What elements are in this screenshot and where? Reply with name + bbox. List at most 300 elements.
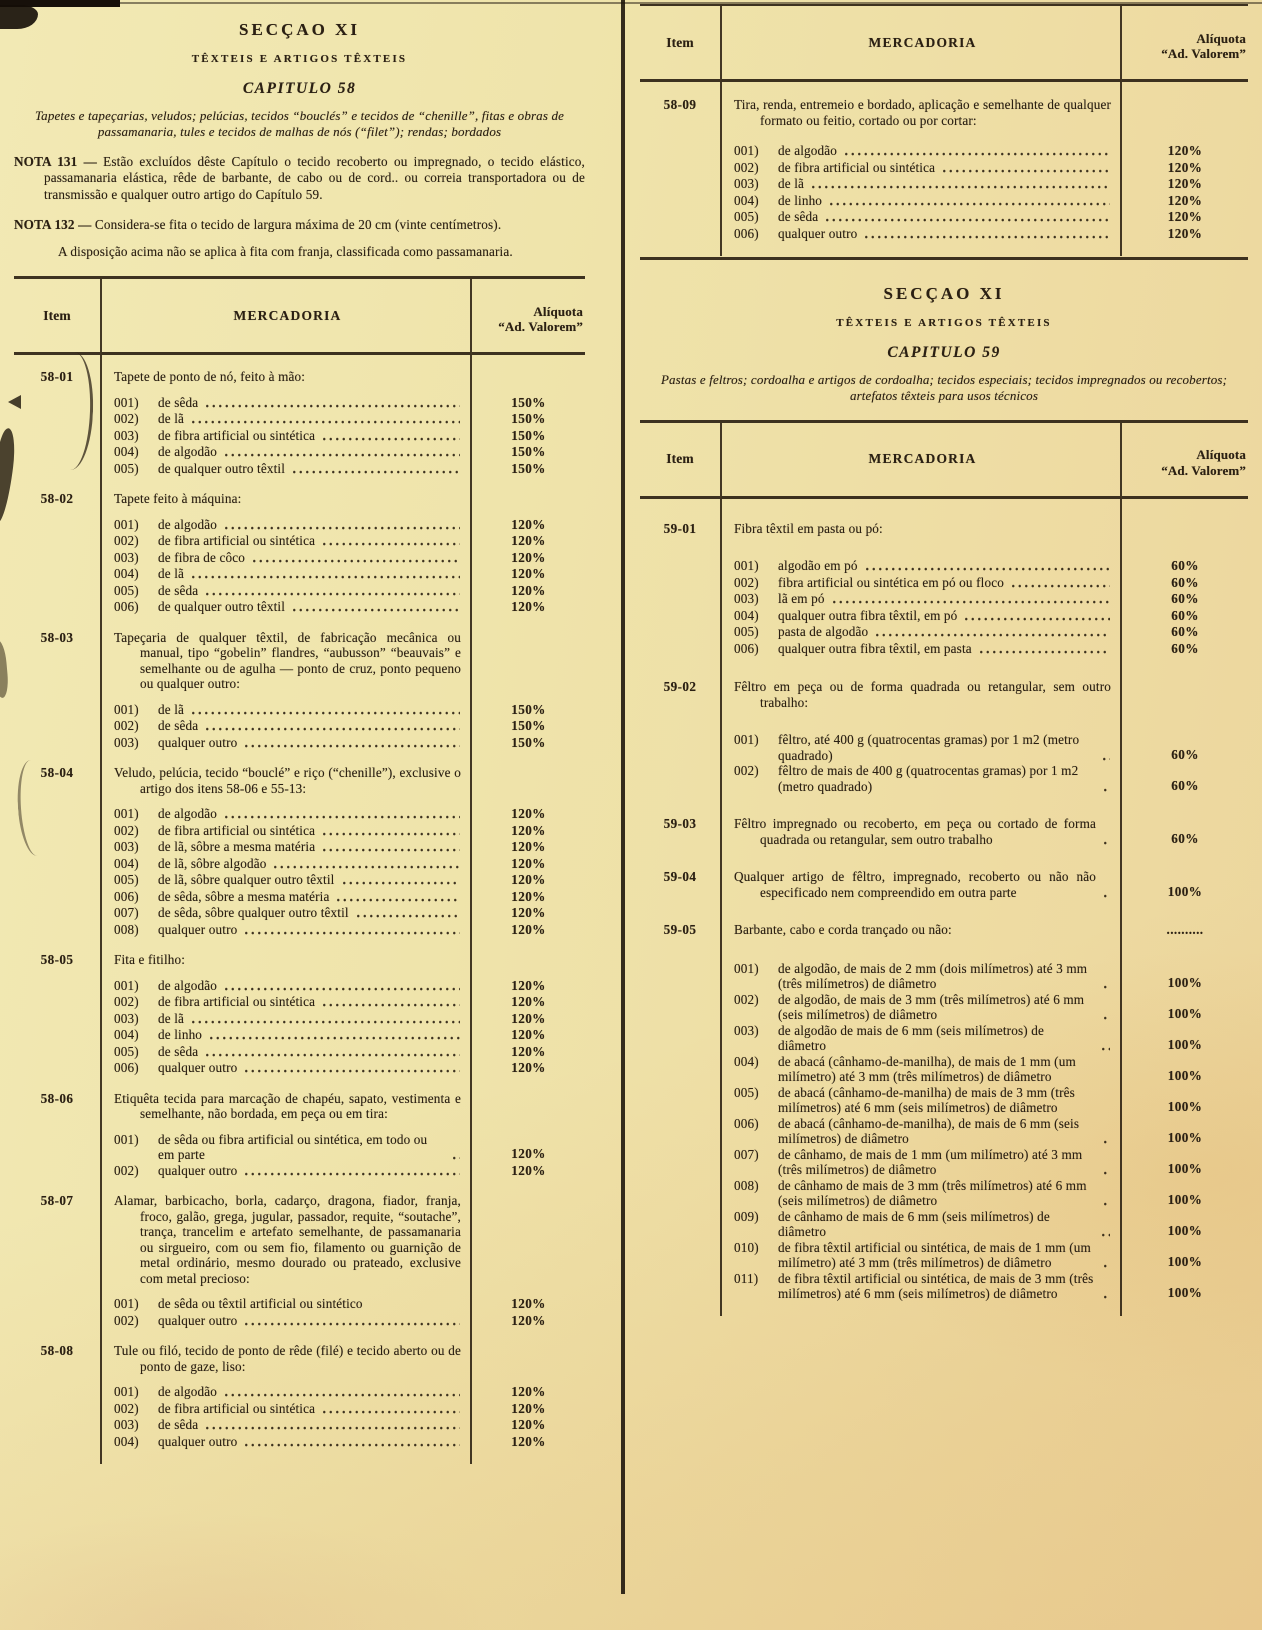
subitem-rate-cell bbox=[472, 533, 585, 550]
subitem-label: fibra artificial ou sintética em pó ou floco bbox=[778, 574, 1004, 590]
subitem-rate-cell bbox=[1122, 575, 1248, 592]
subitem-label: de linho bbox=[158, 1027, 203, 1042]
subitem-rate-cell bbox=[472, 1044, 585, 1061]
rate-value: 120% bbox=[1167, 225, 1203, 241]
rate-value: 150% bbox=[511, 460, 546, 476]
subitem-label: de lã bbox=[778, 176, 805, 191]
subitem-code: 002) bbox=[114, 718, 139, 733]
subitem-label: de algodão bbox=[158, 806, 217, 821]
subitem-gutter bbox=[14, 922, 100, 939]
subitem-row bbox=[734, 1054, 1111, 1085]
subitem-label: qualquer outra fibra têxtil, em pasta bbox=[778, 640, 972, 656]
chapter-description: Tapetes e tapeçarias, veludos; pelúcias, tecidos “bouclés” e tecidos de “chenille”, fitas e obras de passamanaria, tules e tecidos de malhas de nós (“filet”); rendas; bordados bbox=[34, 107, 565, 139]
subitem-cell bbox=[720, 710, 1122, 763]
subitem-label: de cânhamo de mais de 6 mm (seis milímetros) de diâmetro bbox=[778, 1208, 1050, 1239]
rate-value: 120% bbox=[511, 516, 546, 532]
subitem-row bbox=[114, 533, 461, 549]
subitem-gutter bbox=[14, 692, 100, 719]
subitem-rate-cell bbox=[472, 1401, 585, 1418]
leader-dots bbox=[291, 608, 460, 613]
subitem-cell bbox=[720, 160, 1122, 177]
subitem-gutter bbox=[14, 385, 100, 412]
subitem-rate-cell bbox=[472, 1417, 585, 1434]
entry-heading-cell bbox=[720, 900, 1122, 939]
subitem-gutter bbox=[14, 550, 100, 567]
subitem-row bbox=[114, 1044, 461, 1060]
subitem-cell bbox=[100, 1122, 472, 1163]
subitem-rate-cell bbox=[472, 1011, 585, 1028]
leader-dots bbox=[824, 218, 1110, 223]
subitem-gutter bbox=[640, 575, 720, 592]
subitem-row bbox=[114, 839, 461, 855]
subitem-code: 004) bbox=[734, 1053, 759, 1069]
subitem-cell bbox=[100, 889, 472, 906]
subitem-row bbox=[114, 444, 461, 460]
subitem-row bbox=[734, 961, 1111, 992]
subitem-cell bbox=[720, 128, 1122, 160]
subitem-rate-cell bbox=[1122, 160, 1248, 177]
leader-dots bbox=[1102, 1202, 1110, 1207]
subitem-cell bbox=[720, 1085, 1122, 1116]
entry-heading-text: Tapete feito à máquina: bbox=[114, 491, 242, 506]
subitem-cell bbox=[720, 763, 1122, 794]
leader-dots bbox=[1102, 1171, 1110, 1176]
rate-value: 100% bbox=[1167, 1006, 1203, 1021]
subitem-gutter bbox=[14, 1122, 100, 1163]
subitem-gutter bbox=[14, 1374, 100, 1401]
leader-dots bbox=[843, 152, 1110, 157]
subitem-label: de lã, sôbre qualquer outro têxtil bbox=[158, 872, 335, 887]
subitem-gutter bbox=[14, 566, 100, 583]
subitem-label: de algodão bbox=[158, 977, 217, 993]
subitem-label: qualquer outro bbox=[158, 921, 238, 937]
subitem-code: 006) bbox=[114, 1060, 139, 1075]
subitem-code: 003) bbox=[734, 1022, 759, 1038]
subitem-gutter bbox=[14, 583, 100, 600]
leader-dots bbox=[243, 744, 460, 749]
leader-dots bbox=[243, 1443, 460, 1448]
subitem-row bbox=[734, 1085, 1111, 1116]
rate-value: 100% bbox=[1167, 1192, 1203, 1207]
subitem-rate-cell bbox=[1122, 1178, 1248, 1209]
rate-value: 120% bbox=[511, 533, 546, 548]
rate-value: 120% bbox=[1167, 159, 1203, 175]
subitem-row bbox=[114, 823, 461, 839]
rate-value: 120% bbox=[511, 1146, 546, 1161]
subitem-label: de sêda ou fibra artificial ou sintética, em todo ou em parte bbox=[158, 1131, 428, 1162]
leader-dots bbox=[1102, 1264, 1110, 1269]
rate-value: 150% bbox=[511, 411, 546, 426]
entry-heading-cell bbox=[100, 1077, 472, 1122]
entry-id: 58-09 bbox=[663, 97, 697, 112]
rate-value: 120% bbox=[1167, 143, 1203, 158]
subitem-row bbox=[734, 591, 1111, 607]
subitem-row bbox=[734, 992, 1111, 1023]
subitem-label: de sêda bbox=[158, 1417, 199, 1432]
subitem-cell bbox=[100, 856, 472, 873]
leader-dots bbox=[204, 404, 460, 409]
leader-dots bbox=[321, 542, 460, 547]
subitem-row bbox=[734, 209, 1111, 225]
subitem-label: de abacá (cânhamo-de-manilha) de mais de 3 mm (três milímetros) até 6 mm (seis milímetros) de diâmetro bbox=[778, 1084, 1075, 1115]
rate-value: 100% bbox=[1167, 975, 1203, 990]
subitem-code: 002) bbox=[734, 991, 759, 1007]
entry-rate-cell bbox=[472, 1179, 585, 1286]
subitem-rate-cell bbox=[472, 428, 585, 445]
leader-dots bbox=[190, 711, 460, 716]
subitem-code: 001) bbox=[114, 1131, 139, 1147]
rate-value: 60% bbox=[1171, 558, 1199, 573]
entry-heading-cell bbox=[100, 355, 472, 385]
leader-dots bbox=[190, 575, 460, 580]
subitem-rate-cell bbox=[472, 692, 585, 719]
entry-id-cell bbox=[14, 938, 100, 968]
table-header-item: Item bbox=[640, 6, 720, 82]
rate-value: 60% bbox=[1171, 746, 1199, 762]
subitem-row bbox=[734, 193, 1111, 209]
subitem-cell bbox=[100, 968, 472, 995]
entry-id: 58-01 bbox=[40, 369, 74, 384]
subitem-code: 003) bbox=[114, 427, 139, 443]
subitem-code: 003) bbox=[114, 549, 139, 565]
subitem-cell bbox=[720, 591, 1122, 608]
leader-dots bbox=[341, 881, 461, 886]
tariff-table-chapter-58 bbox=[14, 276, 585, 1465]
subitem-cell bbox=[720, 1023, 1122, 1054]
rate-value: 120% bbox=[511, 1060, 546, 1075]
subitem-label: de algodão, de mais de 3 mm (três milímetros) até 6 mm (seis milímetros) de diâmetro bbox=[778, 991, 1085, 1022]
rate-value: 150% bbox=[511, 394, 546, 410]
subitem-gutter bbox=[640, 1271, 720, 1302]
subitem-label: de sêda, sôbre qualquer outro têxtil bbox=[158, 905, 349, 920]
subitem-row bbox=[734, 143, 1111, 159]
subitem-code: 010) bbox=[734, 1239, 759, 1255]
subitem-row bbox=[734, 641, 1111, 657]
subitem-gutter bbox=[640, 209, 720, 226]
entry-heading-text: Fêltro em peça ou de forma quadrada ou retangular, sem outro trabalho: bbox=[734, 679, 1111, 710]
subitem-label: de cânhamo de mais de 3 mm (três milímetros) até 6 mm (seis milímetros) de diâmetro bbox=[778, 1177, 1087, 1208]
leader-dots bbox=[243, 1069, 460, 1074]
subitem-rate-cell bbox=[1122, 1240, 1248, 1271]
subitem-code: 006) bbox=[114, 888, 139, 904]
entry-heading-row bbox=[114, 630, 461, 692]
entry-id-cell bbox=[14, 751, 100, 796]
table-header-item: Item bbox=[14, 279, 100, 355]
subitem-gutter bbox=[640, 1178, 720, 1209]
subitem-rate-cell bbox=[1122, 1147, 1248, 1178]
subitem-row bbox=[114, 1027, 461, 1043]
entry-heading-row bbox=[734, 97, 1111, 128]
entry-rate-cell bbox=[472, 1077, 585, 1122]
entry-id: 58-02 bbox=[40, 491, 74, 506]
leader-dots bbox=[1102, 1140, 1110, 1145]
leader-dots bbox=[243, 1322, 460, 1327]
subitem-cell bbox=[100, 583, 472, 600]
rate-value: 120% bbox=[511, 1043, 546, 1059]
subitem-row bbox=[114, 1163, 461, 1179]
subitem-cell bbox=[720, 1178, 1122, 1209]
entry-id-cell bbox=[14, 1179, 100, 1286]
leader-dots bbox=[223, 815, 460, 820]
subitem-cell bbox=[720, 536, 1122, 575]
aliquota-label-line2: “Ad. Valorem” bbox=[1161, 46, 1246, 61]
subitem-rate-cell bbox=[1122, 591, 1248, 608]
table-tail bbox=[720, 1302, 1122, 1316]
subitem-cell bbox=[720, 1271, 1122, 1302]
entry-rate-cell bbox=[472, 355, 585, 385]
rate-value: 120% bbox=[511, 549, 546, 565]
chapter-58-header bbox=[14, 22, 585, 140]
subitem-label: de algodão bbox=[158, 444, 217, 459]
subitem-rate-cell bbox=[1122, 641, 1248, 658]
subitem-cell bbox=[100, 1313, 472, 1330]
subitem-row bbox=[114, 550, 461, 566]
subitem-rate-cell bbox=[472, 889, 585, 906]
column-divider-rule bbox=[621, 0, 625, 1594]
subitem-code: 004) bbox=[114, 1027, 139, 1042]
entry-id: 59-03 bbox=[663, 816, 697, 831]
entry-id-cell bbox=[640, 499, 720, 537]
subitem-label: de algodão bbox=[778, 143, 837, 158]
leader-dots bbox=[863, 235, 1110, 240]
subitem-gutter bbox=[640, 128, 720, 160]
subitem-cell bbox=[100, 718, 472, 735]
subitem-code: 005) bbox=[734, 1084, 759, 1100]
entry-id-cell bbox=[14, 355, 100, 385]
subitem-cell bbox=[100, 411, 472, 428]
entry-rate-cell bbox=[472, 751, 585, 796]
subitem-code: 001) bbox=[114, 1384, 139, 1399]
subitem-gutter bbox=[14, 428, 100, 445]
subitem-cell bbox=[100, 1163, 472, 1180]
leader-dots bbox=[251, 559, 460, 564]
table-tail bbox=[14, 1450, 100, 1464]
subitem-rate-cell bbox=[1122, 1085, 1248, 1116]
subitem-cell bbox=[720, 209, 1122, 226]
entry-heading-row bbox=[114, 1343, 461, 1374]
entry-heading-row bbox=[734, 521, 1111, 537]
rate-value: 60% bbox=[1171, 574, 1199, 590]
subitem-cell bbox=[100, 550, 472, 567]
leader-dots bbox=[941, 169, 1110, 174]
table-header-mercadoria: MERCADORIA bbox=[720, 6, 1122, 82]
leader-dots bbox=[874, 633, 1110, 638]
subitem-label: de algodão, de mais de 2 mm (dois milímetros) até 3 mm (três milímetros) de diâmetro bbox=[778, 960, 1088, 991]
rate-value: 150% bbox=[511, 444, 546, 459]
subitem-rate-cell bbox=[1122, 710, 1248, 763]
subitem-code: 008) bbox=[734, 1177, 759, 1193]
subitem-row bbox=[734, 160, 1111, 176]
subitem-cell bbox=[100, 922, 472, 939]
subitem-cell bbox=[100, 839, 472, 856]
subitem-rate-cell bbox=[472, 735, 585, 752]
subitem-row bbox=[114, 395, 461, 411]
leader-dots bbox=[272, 865, 460, 870]
subitem-label: de lã bbox=[158, 701, 185, 717]
leader-dots bbox=[321, 832, 460, 837]
subitem-gutter bbox=[14, 507, 100, 534]
subitem-rate-cell bbox=[1122, 128, 1248, 160]
rate-value: 150% bbox=[511, 734, 546, 750]
entry-heading-text: Fita e fitilho: bbox=[114, 952, 186, 967]
entry-heading-text: Tapeçaria de qualquer têxtil, de fabricação mecânica ou manual, tipo “gobelin” flandres, “aubusson” “beauvais” e semelhante ou de agulha — ponto de cruz, ponto pequeno ou qualquer outro: bbox=[114, 629, 461, 691]
subitem-label: de fibra têxtil artificial ou sintética, de mais de 1 mm (um milímetro) até 3 mm (três milímetros) de diâmetro bbox=[778, 1239, 1091, 1270]
subitem-label: de linho bbox=[778, 192, 823, 208]
subitem-row bbox=[114, 922, 461, 938]
tariff-table-chapter-58-continued bbox=[640, 4, 1248, 260]
subitem-gutter bbox=[14, 1163, 100, 1180]
leader-dots bbox=[204, 592, 460, 597]
subitem-rate-cell bbox=[1122, 1209, 1248, 1240]
nota-132 bbox=[14, 217, 585, 234]
leader-dots bbox=[243, 931, 460, 936]
table-header-aliquota bbox=[472, 279, 585, 355]
table-header-mercadoria: MERCADORIA bbox=[720, 423, 1122, 499]
subitem-gutter bbox=[640, 536, 720, 575]
section-title: SECÇAO XI bbox=[883, 284, 1005, 303]
subitem-label: pasta de algodão bbox=[778, 624, 869, 639]
subitem-label: de lã bbox=[158, 411, 185, 426]
section-title: SECÇAO XI bbox=[239, 20, 360, 39]
subitem-rate-cell bbox=[472, 968, 585, 995]
subitem-gutter bbox=[14, 461, 100, 478]
subitem-rate-cell bbox=[472, 411, 585, 428]
subitem-rate-cell bbox=[1122, 1023, 1248, 1054]
subitem-row bbox=[734, 226, 1111, 242]
table-tail bbox=[472, 1450, 585, 1465]
subitem-row bbox=[734, 624, 1111, 640]
subitem-gutter bbox=[640, 1023, 720, 1054]
subitem-code: 003) bbox=[734, 591, 759, 606]
leader-dots bbox=[335, 898, 460, 903]
subitem-row bbox=[114, 905, 461, 921]
subitem-row bbox=[114, 566, 461, 582]
rate-value: 100% bbox=[1167, 1161, 1203, 1176]
subitem-gutter bbox=[14, 968, 100, 995]
subitem-label: de lã, sôbre algodão bbox=[158, 855, 267, 871]
subitem-gutter bbox=[14, 872, 100, 889]
entry-heading-text: Fibra têxtil em pasta ou pó: bbox=[734, 520, 883, 536]
leader-dots bbox=[223, 453, 460, 458]
subitem-rate-cell bbox=[1122, 624, 1248, 641]
rate-value: 120% bbox=[511, 1417, 546, 1432]
entry-heading-cell bbox=[720, 82, 1122, 128]
leader-dots bbox=[223, 1393, 460, 1398]
leader-dots bbox=[1100, 1233, 1110, 1238]
subitem-gutter bbox=[640, 608, 720, 625]
subitem-rate-cell bbox=[472, 1374, 585, 1401]
entry-heading-cell bbox=[100, 1179, 472, 1286]
subitem-label: de lã bbox=[158, 1010, 185, 1026]
subitem-label: de algodão bbox=[158, 516, 217, 532]
entry-heading-cell bbox=[720, 794, 1122, 847]
subitem-row bbox=[114, 1011, 461, 1027]
rate-value: 100% bbox=[1167, 1130, 1203, 1145]
rate-value: 100% bbox=[1167, 1223, 1203, 1238]
subitem-rate-cell bbox=[1122, 209, 1248, 226]
rate-value: 120% bbox=[511, 566, 546, 581]
table-tail bbox=[1122, 242, 1248, 257]
subitem-row bbox=[734, 1147, 1111, 1178]
subitem-row bbox=[114, 411, 461, 427]
leader-dots bbox=[190, 420, 460, 425]
subitem-cell bbox=[100, 905, 472, 922]
rate-value: 120% bbox=[511, 1010, 546, 1026]
subitem-gutter bbox=[640, 226, 720, 243]
subitem-row bbox=[114, 1296, 461, 1312]
subitem-label: de sêda bbox=[158, 718, 199, 733]
subitem-gutter bbox=[14, 994, 100, 1011]
subitem-code: 005) bbox=[734, 209, 759, 224]
subitem-cell bbox=[100, 1434, 472, 1451]
subitem-gutter bbox=[14, 1313, 100, 1330]
subitem-row bbox=[114, 1401, 461, 1417]
subitem-gutter bbox=[14, 1044, 100, 1061]
subitem-cell bbox=[720, 193, 1122, 210]
subitem-code: 001) bbox=[734, 732, 759, 747]
entry-heading-cell bbox=[720, 847, 1122, 900]
entry-id: 59-05 bbox=[663, 922, 697, 937]
subitem-gutter bbox=[14, 1011, 100, 1028]
leader-dots bbox=[321, 1410, 460, 1415]
subitem-label: de fibra artificial ou sintética bbox=[158, 533, 316, 548]
leader-dots bbox=[963, 617, 1110, 622]
chapter-title: CAPITULO 59 bbox=[887, 344, 1001, 361]
subitem-rate-cell bbox=[472, 1060, 585, 1077]
subitem-label: de qualquer outro têxtil bbox=[158, 460, 286, 476]
subitem-rate-cell bbox=[1122, 608, 1248, 625]
rate-value: 120% bbox=[511, 1162, 546, 1178]
leader-dots bbox=[321, 1003, 460, 1008]
subitem-cell bbox=[720, 624, 1122, 641]
rate-value: 120% bbox=[511, 806, 546, 821]
subitem-rate-cell bbox=[472, 856, 585, 873]
entry-id-cell bbox=[640, 82, 720, 128]
leader-dots bbox=[321, 437, 460, 442]
subitem-label: de fibra artificial ou sintética bbox=[778, 159, 936, 175]
subitem-cell bbox=[720, 608, 1122, 625]
subitem-code: 002) bbox=[114, 1162, 139, 1178]
rate-value: 100% bbox=[1167, 1099, 1203, 1114]
entry-id-cell bbox=[640, 847, 720, 900]
subitem-gutter bbox=[14, 839, 100, 856]
entry-heading-text: Barbante, cabo e corda trançado ou não: bbox=[734, 922, 952, 937]
subitem-label: de fibra de côco bbox=[158, 549, 245, 565]
subitem-label: qualquer outro bbox=[158, 1312, 238, 1328]
subitem-code: 006) bbox=[734, 1115, 759, 1131]
leader-dots bbox=[978, 650, 1110, 655]
subitem-cell bbox=[720, 1147, 1122, 1178]
subitem-rate-cell bbox=[472, 461, 585, 478]
subitem-code: 004) bbox=[114, 1433, 139, 1449]
rate-value: .......... bbox=[1166, 922, 1204, 937]
subitem-row bbox=[734, 1240, 1111, 1271]
subitem-rate-cell bbox=[472, 994, 585, 1011]
subitem-rate-cell bbox=[1122, 536, 1248, 575]
subitem-code: 001) bbox=[114, 977, 139, 993]
nota-131-label: NOTA 131 — bbox=[14, 153, 97, 169]
subitem-row bbox=[114, 889, 461, 905]
subitem-code: 001) bbox=[734, 558, 759, 573]
subitem-rate-cell bbox=[472, 872, 585, 889]
rate-value: 60% bbox=[1171, 591, 1199, 606]
rate-value: 100% bbox=[1167, 1254, 1203, 1269]
subitem-label: de algodão bbox=[158, 1384, 217, 1399]
rate-value: 60% bbox=[1171, 640, 1199, 656]
leader-dots bbox=[864, 567, 1110, 572]
entry-rate-cell bbox=[1122, 847, 1248, 900]
subitem-rate-cell bbox=[472, 385, 585, 412]
